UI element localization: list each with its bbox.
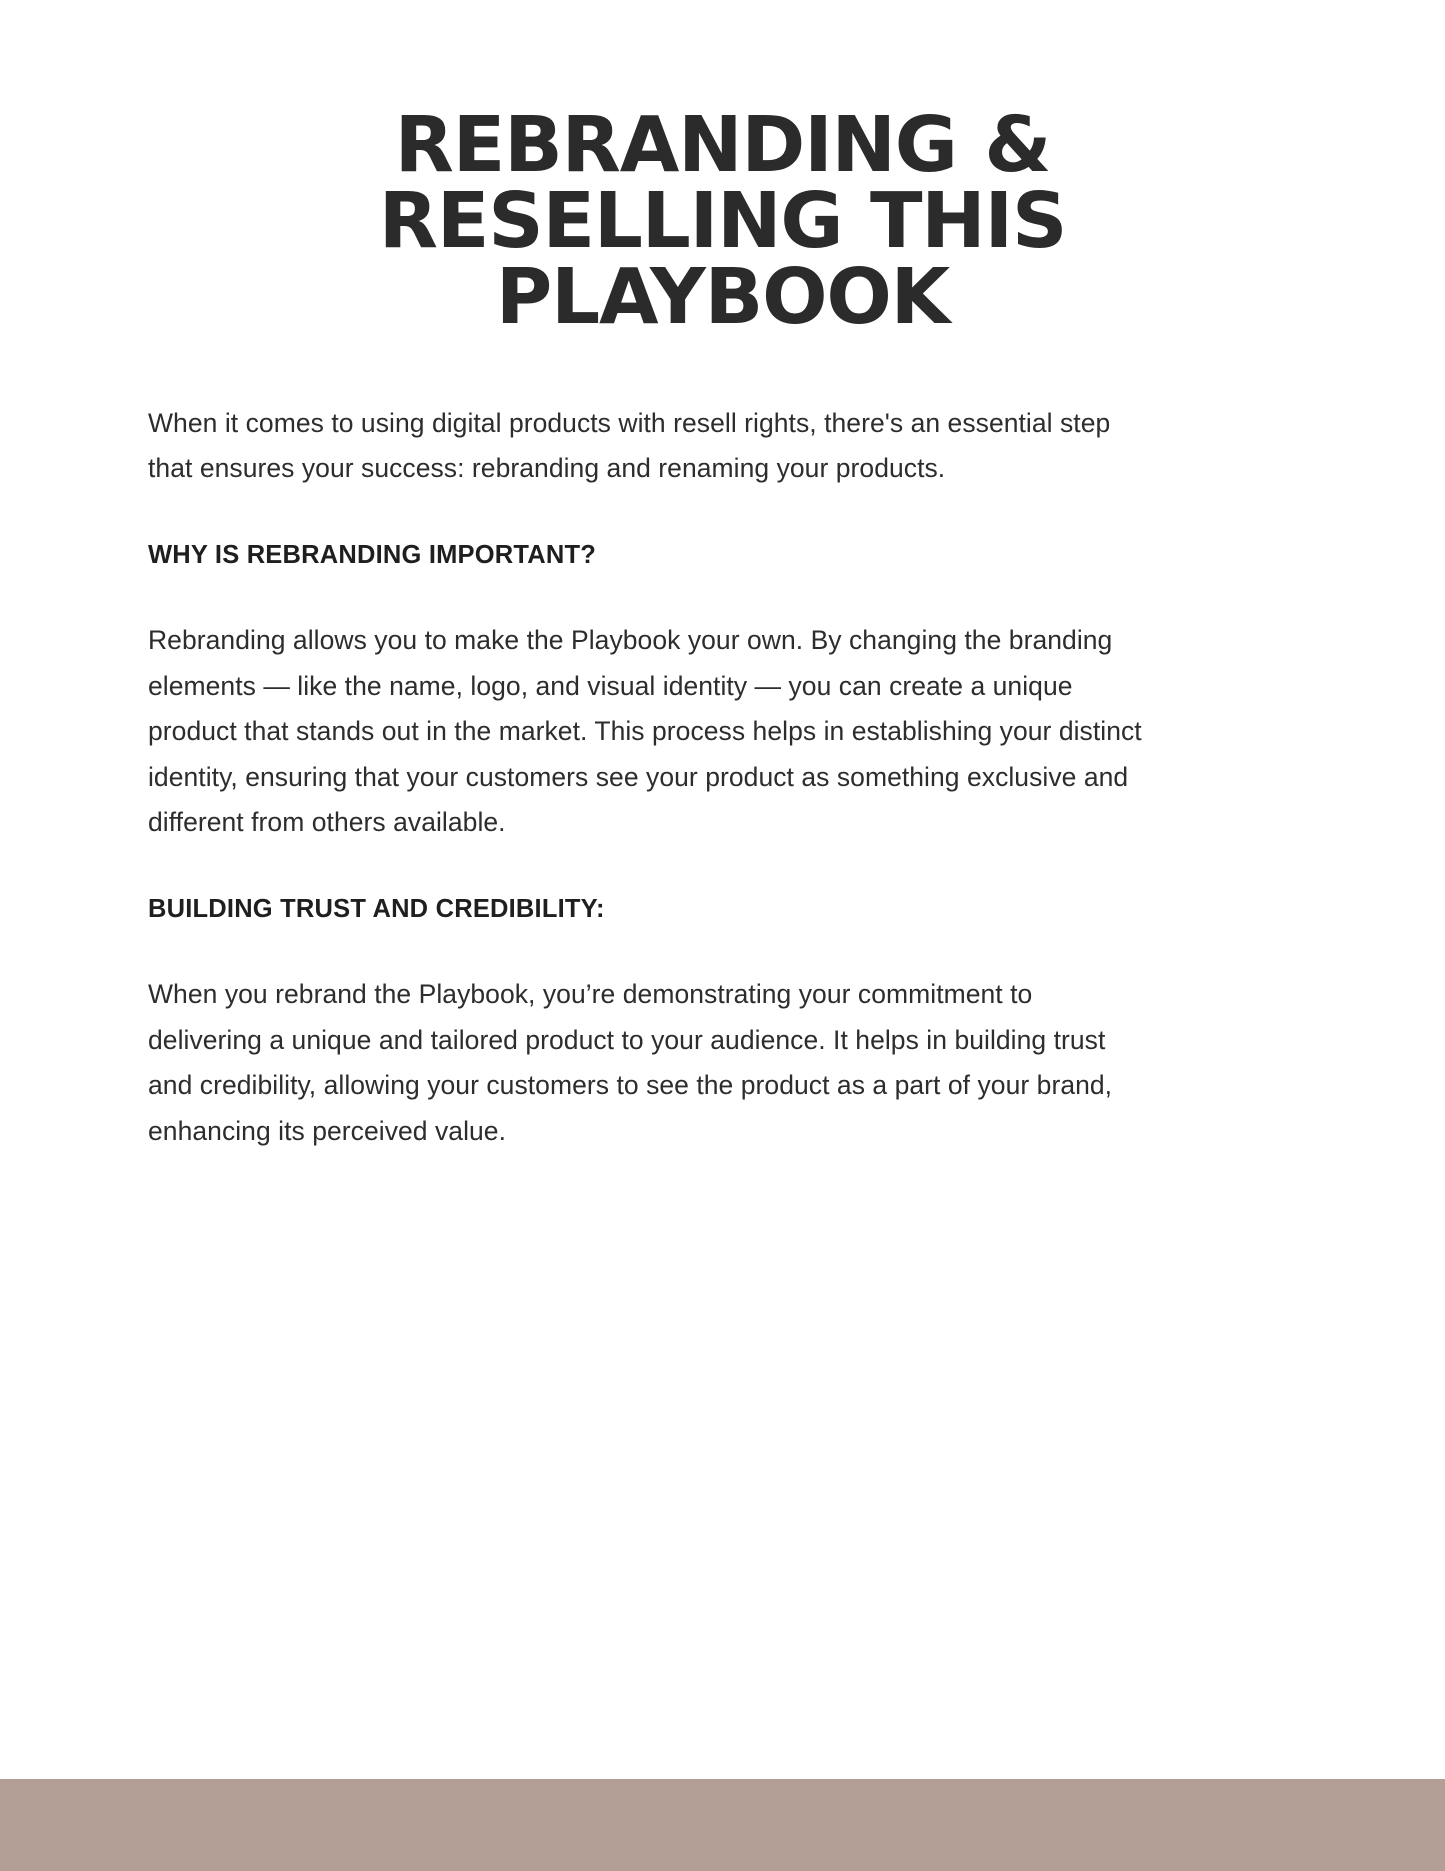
footer-color-band: [0, 1779, 1445, 1871]
section-body-building-trust: When you rebrand the Playbook, you’re demonstrating your commitment to delivering a unique and tailored product to your audience. It helps in building trust and credibility, allowing your customers to see the product as a part of your brand, enhancing its perceived value.: [148, 979, 1113, 1146]
section-heading-why-rebranding: WHY IS REBRANDING IMPORTANT?: [148, 540, 597, 569]
page-title: REBRANDING & RESELLING THIS PLAYBOOK: [378, 101, 1067, 343]
intro-paragraph: When it comes to using digital products with resell rights, there's an essential step that ensures your success: rebranding and renaming your products.: [148, 407, 1111, 484]
section-body-why-rebranding: Rebranding allows you to make the Playbook your own. By changing the branding elements — like the name, logo, and visual identity — you can create a unique product that stands out in the market. This process helps in establishing your distinct identity, ensuring that your customers see your product as something exclusive and different from others available.: [148, 625, 1142, 838]
section-heading-building-trust: BUILDING TRUST AND CREDIBILITY:: [148, 894, 605, 923]
